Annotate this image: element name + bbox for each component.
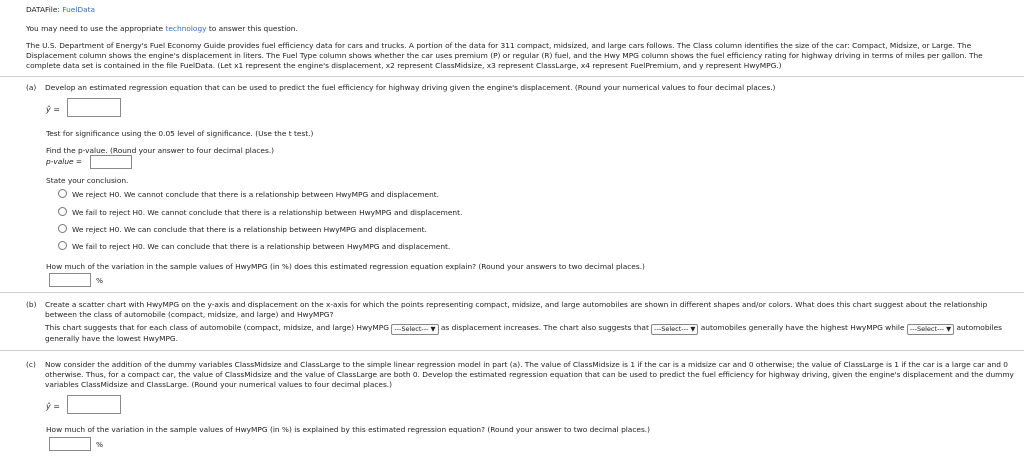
suggestion-text-5: generally have the lowest HwyMPG. bbox=[45, 334, 178, 343]
radio-button[interactable] bbox=[58, 224, 67, 233]
state-conclusion: State your conclusion. bbox=[46, 176, 129, 185]
select-text: ---Select--- bbox=[909, 325, 945, 333]
yhat-input-a[interactable] bbox=[67, 98, 121, 117]
part-b-prompt-1: Create a scatter chart with HwyMPG on the y-axis and displacement on the x-axis for which the points representing compact, midsize, and large automobiles are shown in different shapes and/or colors. What does this chart suggest about the relationship bbox=[45, 300, 988, 309]
percent-input-c[interactable] bbox=[49, 437, 91, 451]
datafile-header bbox=[26, 5, 95, 14]
select-text: ---Select--- bbox=[654, 325, 689, 333]
suggestion-text-1: This chart suggests that for each class of automobile (compact, midsize, and large) HwyMPG bbox=[45, 323, 389, 332]
intro-suffix: to answer this question. bbox=[208, 24, 298, 33]
conclusion-option-3[interactable] bbox=[58, 224, 427, 234]
select-highest-class[interactable] bbox=[651, 324, 698, 335]
select-lowest-class[interactable] bbox=[907, 324, 954, 335]
description-line-1: The U.S. Department of Energy's Fuel Economy Guide provides fuel efficiency data for cars and trucks. A portion of the data for 311 compact, midsized, and large cars follows. The Class column identifies the size of the car: Compact, Midsize, or Large. The bbox=[26, 41, 972, 50]
part-c-prompt-1: Now consider the addition of the dummy variables ClassMidsize and ClassLarge to the simple linear regression model in part (a). The value of ClassMidsize is 1 if the car is a midsize car and 0 otherwise; the value of ClassLarge is 1 if the car is a large car and 0 bbox=[45, 360, 1008, 369]
option-text: We reject H0. We can conclude that there is a relationship between HwyMPG and displacement. bbox=[72, 225, 427, 234]
part-c-prompt-2: otherwise. Thus, for a compact car, the value of ClassMidsize and the value of ClassLarge are both 0. Develop the estimated regression equation that can be used to predict the fuel efficiency for highway driving, given the engine's displacement and the dummy bbox=[45, 370, 1014, 379]
part-a-label: (a) bbox=[26, 83, 37, 92]
yhat-input-c[interactable] bbox=[67, 395, 121, 414]
percent-sign-a: % bbox=[96, 276, 104, 285]
divider bbox=[0, 76, 1024, 77]
suggestion-text-4: automobiles bbox=[956, 323, 1003, 332]
chevron-down-icon: ▼ bbox=[430, 325, 436, 333]
intro-text: You may need to use the appropriate bbox=[26, 24, 164, 33]
percent-sign-c: % bbox=[96, 440, 104, 449]
select-hwympg-trend[interactable] bbox=[391, 324, 438, 335]
conclusion-option-4[interactable] bbox=[58, 241, 450, 251]
chevron-down-icon: ▼ bbox=[946, 325, 952, 333]
divider bbox=[0, 292, 1024, 293]
conclusion-option-1[interactable] bbox=[58, 189, 439, 199]
part-a-prompt: Develop an estimated regression equation that can be used to predict the fuel efficiency for highway driving given the engine's displacement. (Round your numerical values to four decimal places.) bbox=[45, 83, 776, 92]
part-c-prompt-3: variables ClassMidsize and ClassLarge. (Round your numerical values to four decimal places.) bbox=[45, 380, 393, 389]
technology-link[interactable]: technology bbox=[165, 24, 207, 33]
option-text: We fail to reject H0. We can conclude that there is a relationship between HwyMPG and displacement. bbox=[72, 242, 451, 251]
select-text: ---Select--- bbox=[394, 325, 429, 333]
radio-button[interactable] bbox=[58, 207, 67, 216]
find-pvalue-instruction: Find the p-value. (Round your answer to four decimal places.) bbox=[46, 146, 275, 155]
intro-line bbox=[26, 24, 298, 33]
test-instruction: Test for significance using the 0.05 level of significance. (Use the t test.) bbox=[46, 129, 314, 138]
option-text: We fail to reject H0. We cannot conclude that there is a relationship between HwyMPG and displacement. bbox=[72, 208, 463, 217]
description-line-3: complete data set is contained in the file FuelData. (Let x1 represent the engine's displacement, x2 represent ClassMidsize, x3 represent ClassLarge, x4 represent FuelPremium, and y represent HwyMPG.) bbox=[26, 61, 782, 70]
radio-button[interactable] bbox=[58, 189, 67, 198]
part-b-label: (b) bbox=[26, 300, 37, 309]
percent-input-a[interactable] bbox=[49, 273, 91, 287]
suggestion-text-2: as displacement increases. The chart also suggests that bbox=[440, 323, 649, 332]
radio-button[interactable] bbox=[58, 241, 67, 250]
variation-question-a: How much of the variation in the sample values of HwyMPG (in %) does this estimated regression equation explain? (Round your answers to two decimal places.) bbox=[46, 262, 645, 271]
yhat-label-c: ŷ = bbox=[46, 402, 60, 411]
datafile-label: DATAFile: bbox=[26, 5, 60, 14]
datafile-link[interactable]: FuelData bbox=[62, 5, 96, 14]
pvalue-label: p-value = bbox=[46, 157, 83, 166]
chevron-down-icon: ▼ bbox=[690, 325, 696, 333]
pvalue-input[interactable] bbox=[90, 155, 132, 169]
description-line-2: Displacement column shows the engine's displacement in liters. The Fuel Type column shows whether the car uses premium (P) or regular (R) fuel, and the Hwy MPG column shows the fuel efficiency rating for highway driving in terms of miles per gallon. The bbox=[26, 51, 983, 60]
divider bbox=[0, 350, 1024, 351]
yhat-label-a: ŷ = bbox=[46, 105, 60, 114]
suggestion-text-3: automobiles generally have the highest HwyMPG while bbox=[700, 323, 905, 332]
part-b-prompt-2: between the class of automobile (compact, midsize, and large) and HwyMPG? bbox=[45, 310, 334, 319]
variation-question-c: How much of the variation in the sample values of HwyMPG (in %) is explained by this estimated regression equation? (Round your answer to two decimal places.) bbox=[46, 425, 651, 434]
conclusion-option-2[interactable] bbox=[58, 207, 462, 217]
option-text: We reject H0. We cannot conclude that there is a relationship between HwyMPG and displacement. bbox=[72, 190, 440, 199]
chart-suggestion-line bbox=[45, 323, 1002, 335]
part-c-label: (c) bbox=[26, 360, 36, 369]
